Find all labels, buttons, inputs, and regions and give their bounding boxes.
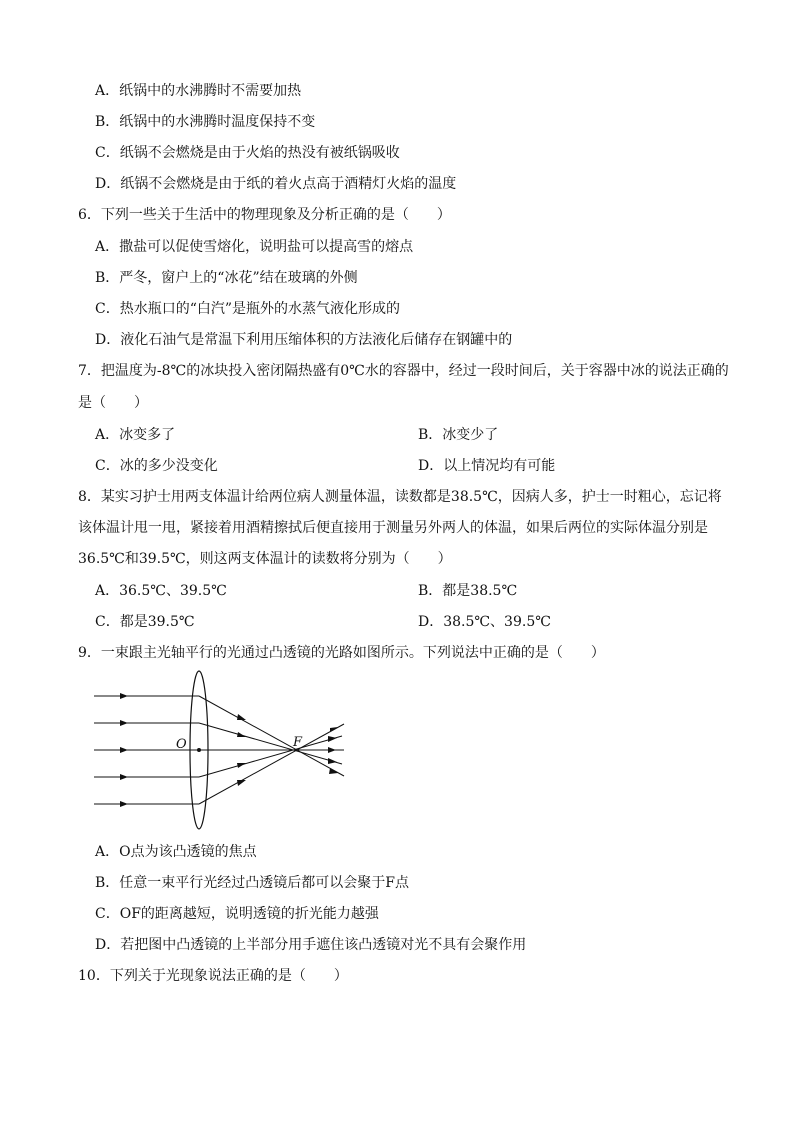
q8-option-c: C．都是39.5℃ [95,614,195,630]
q10-stem: 10．下列关于光现象说法正确的是（ ） [78,968,348,984]
q7-stem-line1: 7．把温度为-8℃的冰块投入密闭隔热盛有0℃水的容器中，经过一段时间后，关于容器中冰的说法正确的 [78,363,729,379]
q5-option-c: C．纸锅不会燃烧是由于火焰的热没有被纸锅吸收 [95,145,400,161]
q7-option-d: D．以上情况均有可能 [418,458,556,474]
refracted-rays [199,696,344,804]
q6-option-a: A．撒盐可以促使雪熔化，说明盐可以提高雪的熔点 [95,239,414,255]
q8-option-a: A．36.5℃、39.5℃ [95,583,227,599]
label-o: O [176,737,187,752]
optical-center-dot [197,748,201,752]
q7-option-c: C．冰的多少没变化 [95,458,218,474]
q9-option-d: D．若把图中凸透镜的上半部分用手遮住该凸透镜对光不具有会聚作用 [95,937,527,953]
q9-stem: 9．一束跟主光轴平行的光通过凸透镜的光路如图所示。下列说法中正确的是（ ） [78,645,605,661]
q5-option-a: A．纸锅中的水沸腾时不需要加热 [95,83,302,99]
label-f: F [293,735,303,750]
q5-option-b: B．纸锅中的水沸腾时温度保持不变 [95,114,316,130]
q7-option-b: B．冰变少了 [418,427,499,443]
q8-stem-line1: 8．某实习护士用两支体温计给两位病人测量体温，读数都是38.5℃，因病人多，护士一时粗心，忘记将 [78,489,722,505]
q6-option-d: D．液化石油气是常温下利用压缩体积的方法液化后储存在钢罐中的 [95,332,513,348]
q7-option-a: A．冰变多了 [95,427,176,443]
q8-stem-line3: 36.5℃和39.5℃，则这两支体温计的读数将分别为（ ） [78,551,452,567]
q7-stem-line2: 是（ ） [78,395,148,411]
q9-option-a: A．O点为该凸透镜的焦点 [95,844,257,860]
q5-option-d: D．纸锅不会燃烧是由于纸的着火点高于酒精灯火焰的温度 [95,176,457,192]
q8-option-b: B．都是38.5℃ [418,583,518,599]
q6-option-c: C．热水瓶口的“白汽”是瓶外的水蒸气液化形成的 [95,301,401,317]
q6-stem: 6．下列一些关于生活中的物理现象及分析正确的是（ ） [78,207,451,223]
q8-option-d: D．38.5℃、39.5℃ [418,614,551,630]
q9-option-c: C．OF的距离越短，说明透镜的折光能力越强 [95,906,379,922]
q8-stem-line2: 该体温计甩一甩，紧接着用酒精擦拭后便直接用于测量另外两人的体温，如果后两位的实际体温分别是 [78,520,708,536]
q9-option-b: B．任意一束平行光经过凸透镜后都可以会聚于F点 [95,875,410,891]
convex-lens-diagram [90,668,360,834]
q6-option-b: B．严冬，窗户上的“冰花”结在玻璃的外侧 [95,270,358,286]
